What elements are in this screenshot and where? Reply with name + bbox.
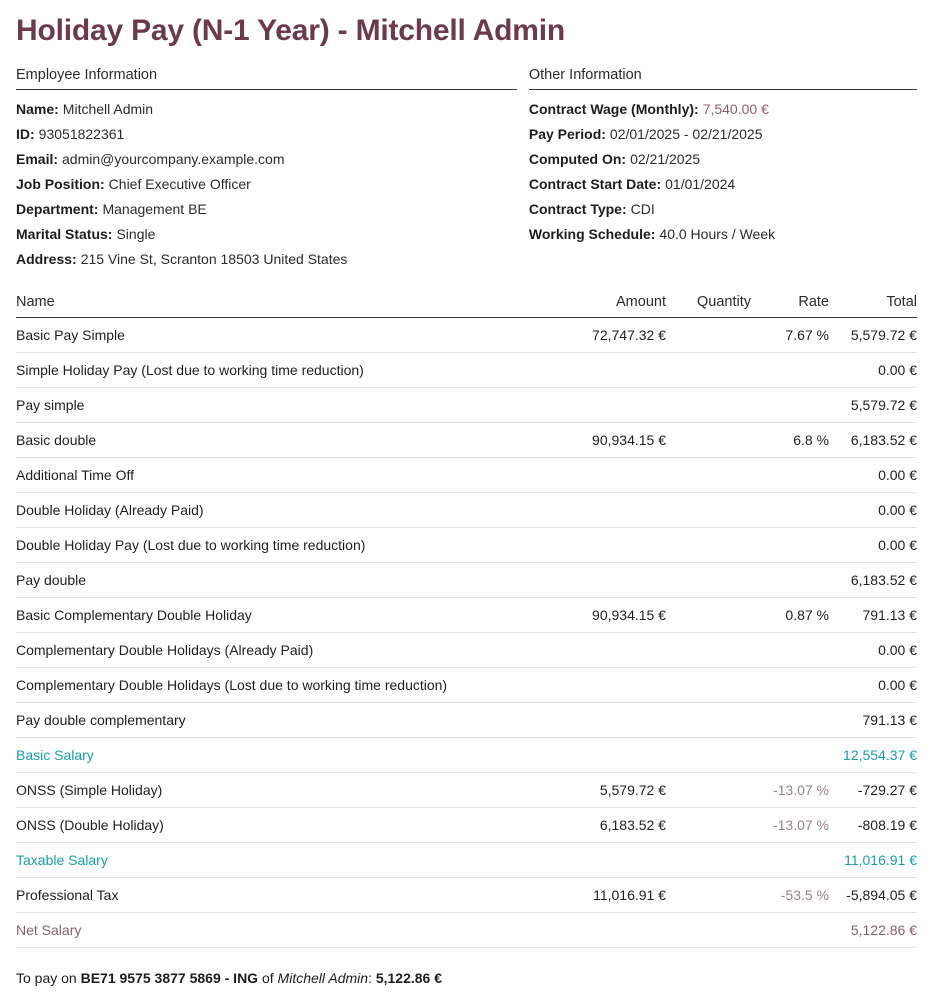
employee-info-value: Single [116,225,156,242]
employee-info-label: Job Position: [16,175,105,192]
other-info-label: Computed On: [528,150,627,167]
payment-note-separator: : [368,969,376,986]
cell-quantity [666,667,751,702]
cell-rate [751,387,829,422]
cell-name: Basic Pay Simple [16,317,536,352]
cell-total: 12,554.37 € [829,737,917,772]
cell-name: Pay simple [16,387,536,422]
cell-amount [536,737,666,772]
column-header-name: Name [16,294,536,318]
table-header [16,294,917,318]
cell-name: Double Holiday Pay (Lost due to working time reduction) [16,527,536,562]
cell-rate: 6.8 % [751,422,829,457]
other-info-label: Pay Period: [528,125,606,142]
cell-quantity [666,632,751,667]
table-row [16,492,917,527]
employee-info-row [16,147,517,172]
table-row [16,562,917,597]
cell-rate [751,842,829,877]
cell-rate [751,492,829,527]
cell-total: 6,183.52 € [829,562,917,597]
cell-name: Taxable Salary [16,842,536,877]
cell-name: Pay double [16,562,536,597]
cell-quantity [666,422,751,457]
cell-total: -808.19 € [829,807,917,842]
information-section [16,67,917,272]
table-header-row [16,294,917,318]
other-info-row [529,147,917,172]
employee-information-heading: Employee Information [16,67,517,90]
cell-quantity [666,457,751,492]
cell-rate [751,562,829,597]
employee-info-row [16,247,517,272]
table-row [16,877,917,912]
cell-amount [536,702,666,737]
cell-name: Simple Holiday Pay (Lost due to working time reduction) [16,352,536,387]
cell-rate: -13.07 % [751,807,829,842]
cell-quantity [666,352,751,387]
cell-quantity [666,702,751,737]
cell-rate [751,527,829,562]
cell-name: Basic Complementary Double Holiday [16,597,536,632]
cell-quantity [666,842,751,877]
cell-name: Additional Time Off [16,457,536,492]
page-title: Holiday Pay (N-1 Year) - Mitchell Admin [16,14,566,47]
payslip-lines-table [16,294,917,948]
other-info-value: 7,540.00 € [702,100,769,117]
table-row [16,737,917,772]
cell-amount [536,842,666,877]
cell-quantity [666,877,751,912]
cell-rate: 0.87 % [751,597,829,632]
employee-info-label: Marital Status: [16,225,113,242]
employee-info-value: Mitchell Admin [62,100,154,117]
cell-rate [751,667,829,702]
cell-name: Professional Tax [16,877,536,912]
table-row [16,527,917,562]
cell-name: ONSS (Double Holiday) [16,807,536,842]
other-information-rows [529,97,917,247]
cell-name: Net Salary [16,912,536,947]
cell-total: 0.00 € [829,632,917,667]
cell-amount: 90,934.15 € [536,422,666,457]
table-row [16,842,917,877]
cell-amount [536,667,666,702]
employee-info-label: ID: [16,125,35,142]
cell-name: Basic Salary [16,737,536,772]
other-info-row [529,197,917,222]
cell-rate: -13.07 % [751,772,829,807]
cell-amount: 6,183.52 € [536,807,666,842]
table-row [16,597,917,632]
cell-rate [751,352,829,387]
table-row [16,387,917,422]
cell-name: Basic double [16,422,536,457]
cell-total: 11,016.91 € [829,842,917,877]
cell-rate [751,912,829,947]
payment-note-account: BE71 9575 3877 5869 - ING [80,969,259,986]
other-info-label: Contract Wage (Monthly): [528,100,699,117]
cell-amount: 11,016.91 € [536,877,666,912]
cell-amount [536,912,666,947]
cell-total: 5,122.86 € [829,912,917,947]
other-info-row [529,97,917,122]
employee-info-row [16,222,517,247]
employee-info-row [16,97,517,122]
employee-info-label: Email: [16,150,59,167]
payment-note [16,970,917,986]
cell-rate: -53.5 % [751,877,829,912]
employee-info-label: Address: [16,250,77,267]
employee-info-value: Management BE [102,200,207,217]
table-row [16,422,917,457]
table-row [16,772,917,807]
other-info-value: 02/21/2025 [630,150,701,167]
employee-info-value: 215 Vine St, Scranton 18503 United States [80,250,348,267]
cell-quantity [666,317,751,352]
cell-amount: 90,934.15 € [536,597,666,632]
cell-total: 791.13 € [829,702,917,737]
table-row [16,912,917,947]
other-info-value: 02/01/2025 - 02/21/2025 [609,125,763,142]
other-info-row [529,172,917,197]
cell-name: Pay double complementary [16,702,536,737]
other-info-label: Working Schedule: [528,225,656,242]
employee-info-label: Department: [16,200,99,217]
other-info-row [529,122,917,147]
cell-total: -729.27 € [829,772,917,807]
employee-information-rows [16,97,517,272]
cell-quantity [666,772,751,807]
cell-total: 791.13 € [829,597,917,632]
cell-rate [751,737,829,772]
cell-amount [536,632,666,667]
cell-quantity [666,597,751,632]
cell-amount [536,352,666,387]
employee-info-row [16,197,517,222]
cell-total: 0.00 € [829,492,917,527]
cell-amount [536,562,666,597]
payment-note-middle: of [258,969,278,986]
cell-total: 5,579.72 € [829,317,917,352]
cell-quantity [666,527,751,562]
other-information-block [529,67,917,272]
employee-info-label: Name: [16,100,59,117]
cell-name: ONSS (Simple Holiday) [16,772,536,807]
cell-amount [536,527,666,562]
cell-amount [536,492,666,527]
cell-total: -5,894.05 € [829,877,917,912]
cell-rate: 7.67 % [751,317,829,352]
cell-rate [751,632,829,667]
cell-quantity [666,387,751,422]
cell-amount: 5,579.72 € [536,772,666,807]
payment-note-employee: Mitchell Admin [277,969,369,986]
cell-rate [751,702,829,737]
table-row [16,317,917,352]
table-row [16,632,917,667]
table-row [16,352,917,387]
employee-info-row [16,172,517,197]
table-row [16,457,917,492]
cell-amount [536,457,666,492]
cell-quantity [666,492,751,527]
other-information-heading: Other Information [529,67,917,90]
cell-rate [751,457,829,492]
other-info-label: Contract Start Date: [528,175,662,192]
cell-quantity [666,807,751,842]
other-info-value: CDI [630,200,655,217]
cell-quantity [666,562,751,597]
other-info-label: Contract Type: [528,200,627,217]
payment-note-prefix: To pay on [16,969,81,986]
column-header-total: Total [829,294,917,318]
employee-info-value: Chief Executive Officer [108,175,251,192]
cell-total: 0.00 € [829,667,917,702]
cell-quantity [666,912,751,947]
cell-amount [536,387,666,422]
table-row [16,807,917,842]
column-header-quantity: Quantity [666,294,751,318]
payment-note-amount: 5,122.86 € [375,969,443,986]
cell-name: Double Holiday (Already Paid) [16,492,536,527]
employee-information-block [16,67,529,272]
table-row [16,702,917,737]
cell-amount: 72,747.32 € [536,317,666,352]
other-info-value: 01/01/2024 [665,175,736,192]
cell-total: 5,579.72 € [829,387,917,422]
cell-total: 0.00 € [829,352,917,387]
cell-quantity [666,737,751,772]
cell-name: Complementary Double Holidays (Lost due to working time reduction) [16,667,536,702]
column-header-rate: Rate [751,294,829,318]
table-body [16,317,917,947]
cell-name: Complementary Double Holidays (Already Paid) [16,632,536,667]
cell-total: 0.00 € [829,527,917,562]
employee-info-row [16,122,517,147]
table-row [16,667,917,702]
employee-info-value: 93051822361 [38,125,125,142]
other-info-value: 40.0 Hours / Week [659,225,776,242]
cell-total: 6,183.52 € [829,422,917,457]
column-header-amount: Amount [536,294,666,318]
employee-info-value: admin@yourcompany.example.com [62,150,285,167]
other-info-row [529,222,917,247]
cell-total: 0.00 € [829,457,917,492]
